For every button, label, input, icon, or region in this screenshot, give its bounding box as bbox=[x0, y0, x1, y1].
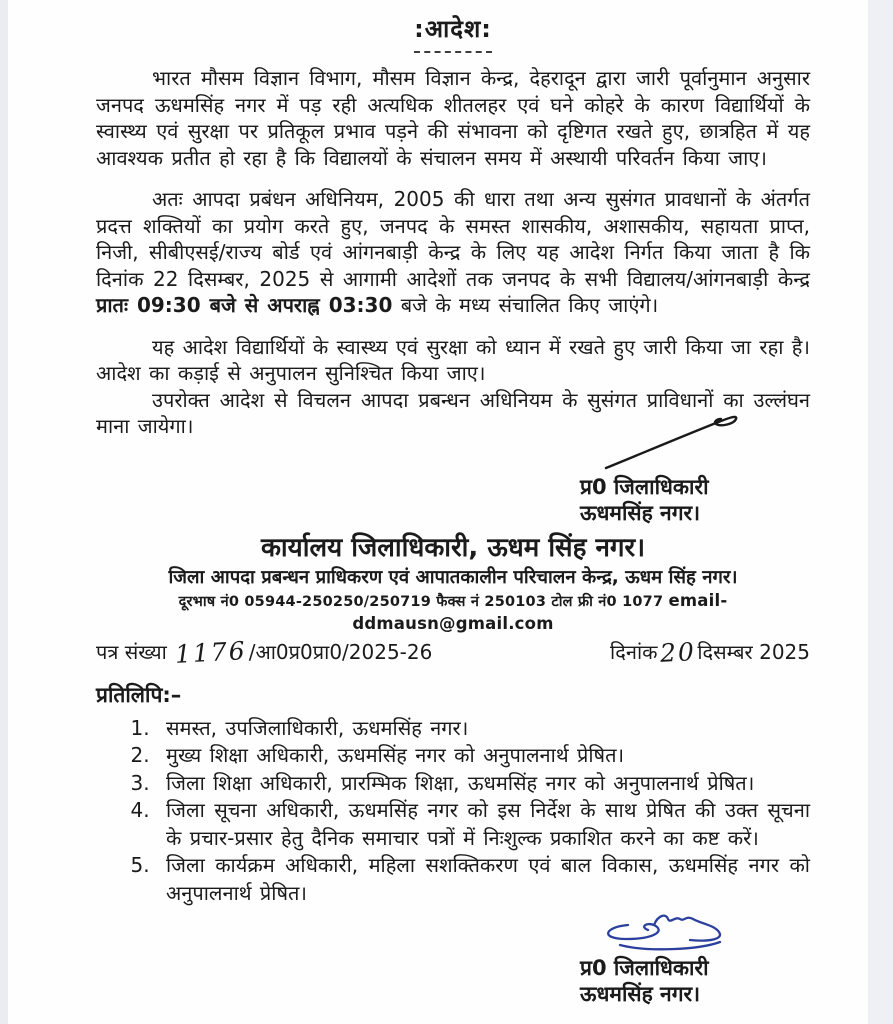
copy-item: 1. समस्त, उपजिलाधिकारी, ऊधमसिंह नगर। bbox=[158, 715, 810, 743]
office-email: email-ddmausn@gmail.com bbox=[352, 590, 728, 633]
reference-row bbox=[96, 635, 810, 669]
date-month-year: दिसम्बर 2025 bbox=[697, 639, 810, 664]
paragraph-compliance: यह आदेश विद्यार्थियों के स्वास्थ्य एवं सुरक्षा को ध्यान में रखते हुए जारी किया जा रहा है। आदेश का कड़ाई से अनुपालन सुनिश्चित किया जाए। bbox=[96, 334, 810, 385]
office-name: कार्यालय जिलाधिकारी, ऊधम सिंह नगर। bbox=[260, 532, 646, 563]
office-contact-line bbox=[96, 590, 810, 636]
date-label: दिनांक bbox=[610, 639, 658, 664]
title-dashed-underline bbox=[414, 51, 492, 53]
letter-date bbox=[610, 636, 810, 668]
pen-stroke-signature-icon bbox=[598, 410, 748, 472]
office-letterhead bbox=[96, 532, 810, 636]
letter-number-handwritten: 1176 bbox=[174, 635, 248, 669]
order-title: :आदेश: bbox=[414, 15, 492, 43]
paragraph-2-bold-timings: प्रातः 09:30 बजे से अपराह्न 03:30 bbox=[96, 293, 393, 317]
copies-heading: प्रतिलिपि:– bbox=[96, 682, 182, 707]
paragraph-2-pre: अतः आपदा प्रबंधन अधिनियम, 2005 की धारा तथा अन्य सुसंगत प्रावधानों के अंतर्गत प्रदत्त शक्तियों का प्रयोग करते हुए, जनपद के समस्त शासकीय, अशासकीय, सहायता प्राप्त, निजी, सीबीएसई/राज्य बोर्ड एवं आंगनबाड़ी केन्द्र के लिए यह आदेश निर्गत किया जाता है कि दिनांक 22 दिसम्बर, 2025 से आगामी आदेशों तक जनपद के सभी विद्यालय/आंगनबाड़ी केन्द्र bbox=[96, 187, 810, 291]
office-authority-line: जिला आपदा प्रबन्धन प्राधिकरण एवं आपातकालीन परिचालन केन्द्र, ऊधम सिंह नगर। bbox=[168, 566, 738, 588]
blue-ink-signature-icon bbox=[598, 909, 748, 955]
letter-number bbox=[96, 635, 433, 669]
left-edge-strip bbox=[0, 0, 8, 1024]
office-phone-fax: दूरभाष नं0 05944-250250/250719 फैक्स नं 250103 टोल फ्री नं0 1077 bbox=[178, 593, 669, 610]
signature-block-bottom bbox=[580, 909, 780, 1007]
paragraph-violation: उपरोक्त आदेश से विचलन आपदा प्रबन्धन अधिनियम के सुसंगत प्राविधानों का उल्लंघन माना जायेगा। bbox=[96, 387, 810, 438]
signatory-place: ऊधमसिंह नगर। bbox=[580, 982, 701, 1006]
copy-item: 4. जिला सूचना अधिकारी, ऊधमसिंह नगर को इस निर्देश के साथ प्रेषित की उक्त सूचना के प्रचार-प्रसार हेतु दैनिक समाचार पत्रों में निःशुल्क प्रकाशित करने का कष्ट करें। bbox=[158, 797, 810, 852]
right-edge-strip bbox=[868, 0, 893, 1024]
copy-item: 2. मुख्य शिक्षा अधिकारी, ऊधमसिंह नगर को अनुपालनार्थ प्रेषित। bbox=[158, 742, 810, 770]
signature-block-top bbox=[580, 410, 780, 526]
signatory-place: ऊधमसिंह नगर। bbox=[580, 500, 701, 525]
letter-number-label: पत्र संख्या bbox=[96, 639, 174, 664]
copies-list bbox=[158, 715, 810, 908]
date-day-handwritten: 20 bbox=[658, 636, 697, 668]
paragraph-2-post: बजे के मध्य संचालित किए जाएंगे। bbox=[392, 293, 659, 317]
paragraph-weather-forecast: भारत मौसम विज्ञान विभाग, मौसम विज्ञान केन्द्र, देहरादून द्वारा जारी पूर्वानुमान अनुसार जनपद ऊधमसिंह नगर में पड़ रही अत्यधिक शीतलहर एवं घने कोहरे के कारण विद्यार्थियों के स्वास्थ्य एवं सुरक्षा पर प्रतिकूल प्रभाव पड़ने की संभावना को दृष्टिगत रखते हुए, छात्रहित में यह आवश्यक प्रतीत हो रहा है कि विद्यालयों के संचालन समय में अस्थायी परिवर्तन किया जाए। bbox=[96, 66, 810, 170]
signatory-designation: प्र0 जिलाधिकारी bbox=[580, 956, 709, 980]
paragraph-order-timings bbox=[96, 186, 810, 319]
signatory-designation: प्र0 जिलाधिकारी bbox=[580, 474, 709, 499]
document-page bbox=[8, 0, 868, 1024]
copy-item: 3. जिला शिक्षा अधिकारी, प्रारम्भिक शिक्षा, ऊधमसिंह नगर को अनुपालनार्थ प्रेषित। bbox=[158, 770, 810, 798]
copy-item: 5. जिला कार्यक्रम अधिकारी, महिला सशक्तिकरण एवं बाल विकास, ऊधमसिंह नगर को अनुपालनार्थ प्रेषित। bbox=[158, 852, 810, 907]
letter-number-series: /आ0प्र0प्रा0/2025-26 bbox=[248, 639, 433, 664]
